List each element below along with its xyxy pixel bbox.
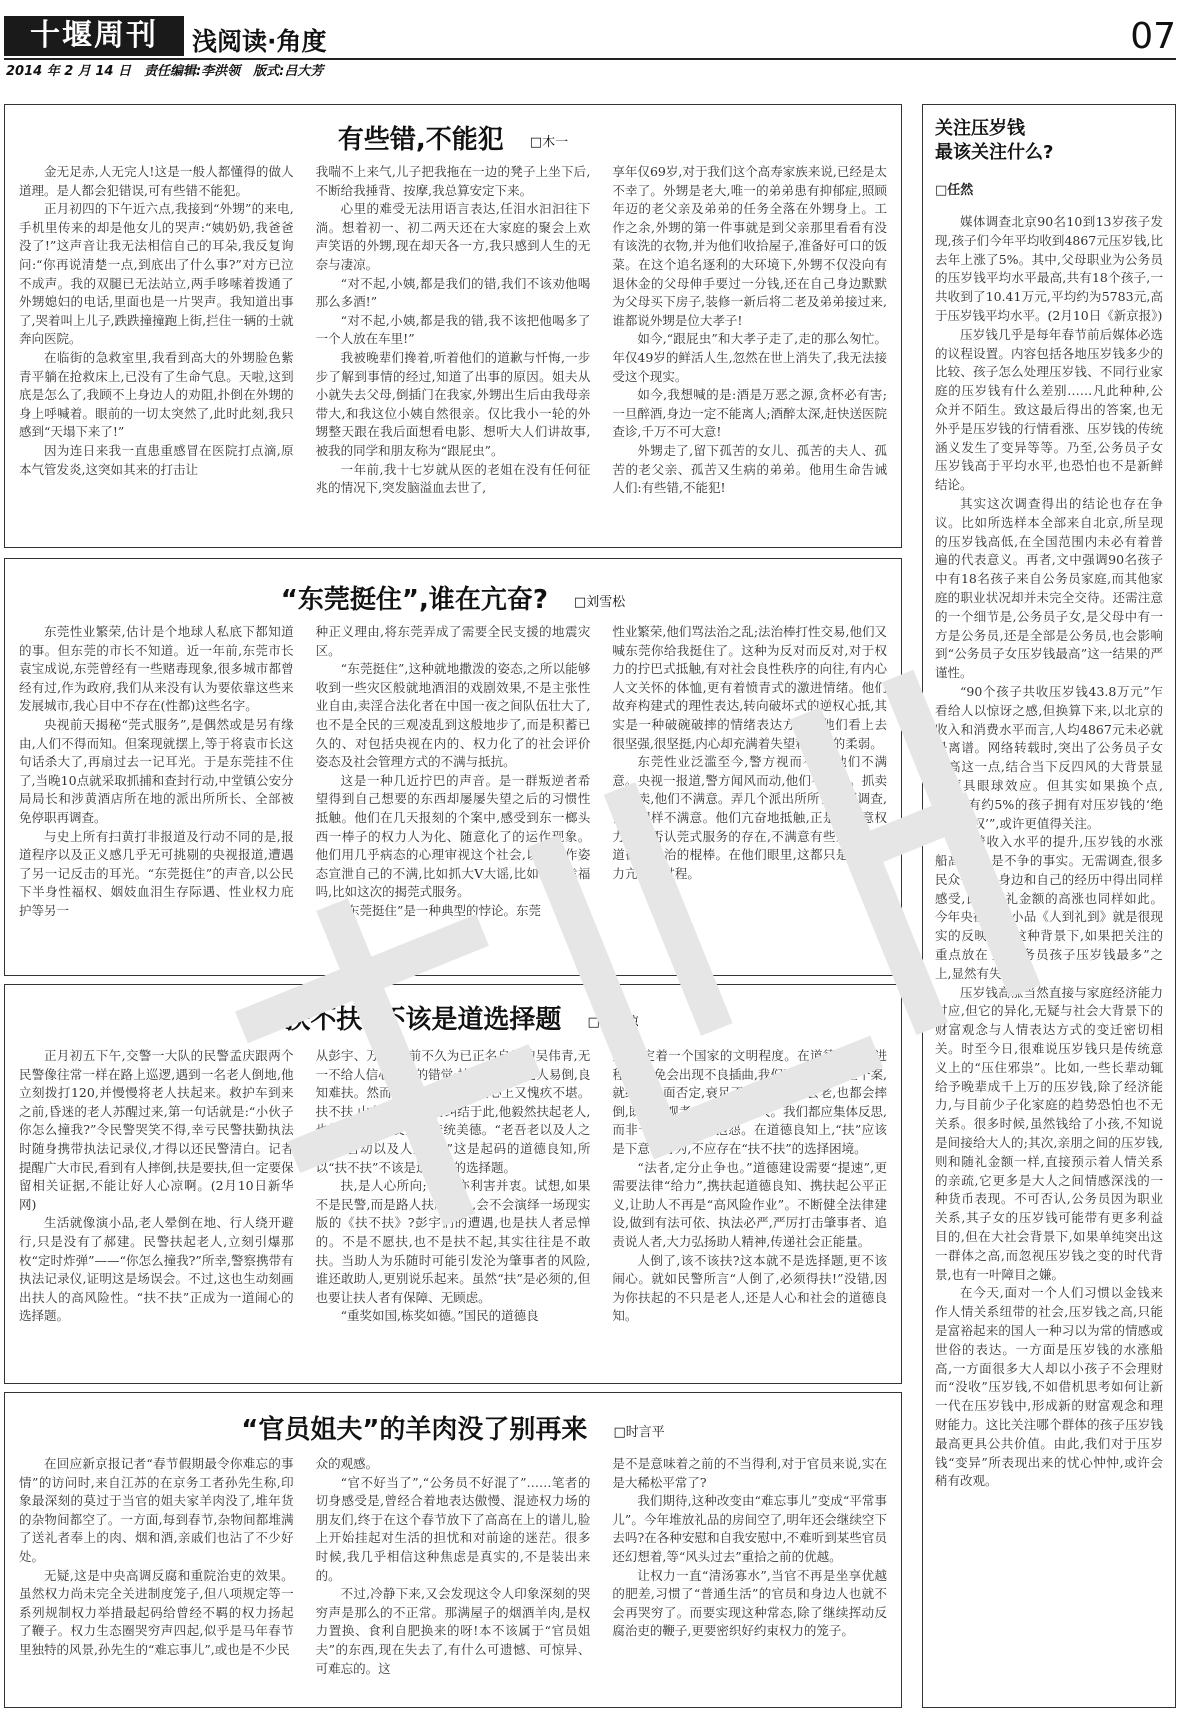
article-column xyxy=(316,1455,591,1701)
article-paragraph: 这是一种几近拧巴的声音。是一群叛逆者希望得到自己想要的东西却屡屡失望之后的习惯性抵触。他们在几天报刻的个案中,感受到东一榔头西一棒子的权力人为化、随意化了的运作现象。他们用几乎病态的心理审视这个社会,以不合作姿态宣泄自己的不满,比如抓大V大谣,比如问你幸福吗,比如这次的揭莞式服务。 xyxy=(315,772,591,900)
article-column xyxy=(19,623,294,967)
page-number: 07 xyxy=(1130,16,1176,57)
article-3-headline xyxy=(5,999,901,1036)
article-4 xyxy=(4,1392,902,1708)
sidebar-paragraph: 压岁钱几乎是每年春节前后媒体必选的议程设置。内容包括各地压岁钱多少的比较、孩子怎么处理压岁钱、不同行业家庭的压岁钱有什么差别……凡此种种,公众并不陌生。致这最后得出的答案,也无外乎是压岁钱的行情看涨、压岁钱的传统涵义发生了变异等等。乃至,公务员子女压岁钱高于平均水平,也恐怕也不是新鲜结论。 xyxy=(935,326,1163,493)
article-paragraph: 性业繁荣,他们骂法治之乱;法治棒打性交易,他们又喊东莞你给我挺住了。这种为反对而反对,对于权力的拧巴式抵触,有对社会良性秩序的向往,有内心人文关怀的体恤,更有着愤青式的激进情绪。他们故弃构建式的理性表达,转向破坏式的逆权心抵,其实是一种破碗破摔的情绪表达方式。他们看上去很坚强,很坚挺,内心却充满着失望和失落的柔弱。 xyxy=(612,624,888,751)
article-paragraph: 正月初五下午,交警一大队的民警孟庆跟两个民警像往常一样在路上巡逻,遇到一名老人倒地,他立刻拨打120,并慢慢将老人扶起来。救护车到来之前,昏迷的老人苏醒过来,第一句话就是:“小伙子你怎么撞我?”令民警哭笑不得,幸亏民警扶勤执法时随身携带执法记录仪,才得以还民警清白。记者提醒广大市民,看到有人摔倒,扶是要扶,但一定要保留相关证据,不能让好人心凉啊。(2月10日新华网) xyxy=(19,1048,294,1212)
article-paragraph: 我被晚辈们搀着,听着他们的道歉与忏悔,一步步了解到事情的经过,知道了出事的原因。姐夫从小就失去父母,倒插门在我家,外甥出生后由我母亲带大,和我这位小姨自然很亲。仅比我小一轮的外甥整天跟在我后面想看电影、想听大人们讲故事,被我的同学和朋友称为“跟屁虫”。 xyxy=(315,349,591,458)
article-2 xyxy=(4,558,902,976)
article-column xyxy=(612,1455,887,1701)
article-column xyxy=(316,623,591,967)
article-3 xyxy=(4,984,902,1384)
article-column xyxy=(19,1047,294,1375)
article-paragraph: 正月初四的下午近六点,我接到“外甥”的来电,手机里传来的却是他女儿的哭声:“姨奶奶,我爸爸没了!”这声音让我无法相信自己的耳朵,我反复询问:“你再说清楚一点,到底出了什么事?”对方已泣不成声。我的双腿已无法站立,两手哆嗦着拨通了外甥媳妇的电话,里面也是一片哭声。我知道出事了,哭着叫上儿子,跌跌撞撞跑上街,拦住一辆的士就奔向医院。 xyxy=(19,201,294,347)
sidebar-title-line: 最该关注什么? xyxy=(935,142,1054,163)
article-paragraph: 与史上所有扫黄打非报道及行动不同的是,报道程序以及正义感几乎无可挑剔的央视报道,遭遇了另一记反击的耳光。“东莞挺住”的声音,以公民下半身性福权、姻妓血泪生存际遇、性业权力庇护等另一 xyxy=(19,828,294,918)
sidebar-article xyxy=(922,104,1176,1708)
article-4-headline xyxy=(5,1409,901,1446)
article-paragraph: 因为连日来我一直患重感冒在医院打点滴,原本气管发炎,这突如其来的打击让 xyxy=(19,442,294,477)
article-paragraph: 让权力一直“清汤寡水”,当官不再是坐享优越的肥差,习惯了“普通生活”的官员和身边人也就不会再哭穷了。而要实现这种常态,除了继续挥动反腐治吏的鞭子,更要密织好约束权力的笼子。 xyxy=(612,1567,888,1639)
article-paragraph: 在回应新京报记者“春节假期最令你难忘的事情”的访问时,来自江苏的在京务工者孙先生称,印象最深刻的莫过于当官的姐夫家羊肉没了,堆年货的杂物间都空了。一方面,每到春节,杂物间都堆满了送礼者奉上的肉、烟和酒,亲戚们也沾了不少好处。 xyxy=(19,1456,294,1564)
article-paragraph: 如今,我想喊的是:酒是万恶之源,贪杯必有害;一旦醉酒,身边一定不能离人;酒醉太深,赶快送医院查诊,千万不可大意! xyxy=(612,387,888,440)
article-paragraph: 一年前,我十七岁就从医的老姐在没有任何征兆的情况下,突发脑溢血去世了, xyxy=(315,461,591,496)
article-paragraph: 如今,“跟屁虫”和大孝子走了,走的那么匆忙。年仅49岁的鲜活人生,忽然在世上消失了,我无法接受这个现实。 xyxy=(612,331,888,384)
sidebar-paragraph: 随着收入水平的提升,压岁钱的水涨船高,早已是不争的事实。无需调查,很多民众也能从身边和自己的经历中得出同样感受,比如随礼金额的高涨也同样如此。今年央视春晚小品《人到礼到》就是很现实的反映。在这种背景下,如果把关注的重点放在了“公务员孩子压岁钱最多”之上,显然有失公允。 xyxy=(935,834,1163,981)
article-paragraph: “东莞挺住”是一种典型的悖论。东莞 xyxy=(340,902,541,918)
article-paragraph: 金无足赤,人无完人!这是一般人都懂得的做人道理。是人都会犯错误,可有些错不能犯。 xyxy=(19,164,294,198)
article-paragraph: “对不起,小姨,都是我的错,我不该把他喝多了一个人放在车里!” xyxy=(315,312,591,347)
article-2-headline xyxy=(5,579,901,616)
article-byline: □诸葛凉 xyxy=(587,1015,639,1030)
article-1-headline xyxy=(5,119,901,156)
issue-meta: 2014 年 2 月 14 日 责任编辑:李洪领 版式:吕大芳 xyxy=(6,64,324,79)
sidebar-byline: □任然 xyxy=(935,183,974,198)
article-paragraph: “东莞挺住”,这种就地撒泼的姿态,之所以能够收到一些灾区般就地酒泪的戏剧效果,不是主张性业自由,卖淫合法化者在中国一夜之间队伍壮大了,也不是全民的三观凌乱到这般地步了,而是积蓄已久的、对包括央视在内的、权力化了的社会评价姿态及社会管理方式的不满与抵抗。 xyxy=(315,661,591,770)
article-byline: □木一 xyxy=(529,135,569,150)
article-column xyxy=(612,163,887,539)
article-byline: □时言平 xyxy=(613,1425,665,1440)
article-title: “官员姐夫”的羊肉没了别再来 xyxy=(241,1415,588,1445)
article-paragraph: 我喘不上来气,儿子把我拖在一边的凳子上坐下后,不断给我捶背、按摩,我总算安定下来。 xyxy=(315,164,591,198)
sidebar-paragraph: 媒体调查北京90名10到13岁孩子发现,孩子们今年平均收到4867元压岁钱,比去年上涨了5%。其中,父母职业为公务员的压岁钱平均水平最高,共有18个孩子,一共收到了10.41万元,平均约为5783元,高于压岁钱平均水平。(2月10日《新京报》) xyxy=(935,214,1163,323)
article-paragraph: 东莞性业泛滥至今,警方视而不见,他们不满意。央视一报道,警方闻风而动,他们不满意。抓卖性妻卖,他们不满意。弄几个派出所所长停职调查,他们同样不满意。他们亢奋地抵触,正是不满意权力曾经否认莞式服务的存在,不满意有些媒体挟着道德与法治的棍棒。在他们眼里,这都只是一个权力亢奋的过程。 xyxy=(612,754,888,881)
sidebar-title-line: 关注压岁钱 xyxy=(935,118,1025,139)
sidebar-paragraph: 其实这次调查得出的结论也存在争议。比如所选样本全部来自北京,所呈现的压岁钱高低,在全国范围内未必有着普遍的代表意义。再者,文中强调90名孩子中有18名孩子来自公务员家庭,而其他家庭的职业状况却并未完全交待。还需注意的一个细节是,公务员子女,是父母中有一方是公务员,还是全部是公务员,也会影响到“公务员子女压岁钱最高”这一结果的严谨性。 xyxy=(935,495,1163,681)
sidebar-paragraph: 在今天,面对一个人们习惯以金钱来作人情关系纽带的社会,压岁钱之高,只能是富裕起来的国人一种习以为常的情感或世俗的表达。一方面是压岁钱的水涨船高,一方面很多大人却以小孩子不会理财而“没收”压岁钱,不如借机思考如何让新一代在压岁钱中,形成新的财富观念和理财能力。这比关注哪个群体的孩子压岁钱最高更具公共价值。由此,我们对于压岁钱“变异”所表现出来的忧心忡忡,或许会稍有改观。 xyxy=(935,1285,1163,1489)
article-paragraph: 心里的难受无法用语言表达,任泪水汩汩往下淌。想着初一、初二两天还在大家庭的聚会上欢声笑语的外甥,现在却天各一方,我只感到人生的无奈与凄凉。 xyxy=(315,201,591,272)
sidebar-paragraph: 压岁钱高涨当然直接与家庭经济能力对应,但它的异化,无疑与社会大背景下的财富观念与人情表达方式的变迁密切相关。时至今日,很难说压岁钱只是传统意义上的“压住邪祟”。比如,一些长辈动辄给予晚辈成千上万的压岁钱,除了经济能力,与目前少子化家庭的趋势恐怕也不无关系。很多时候,虽然钱给了小孩,不知说是间接给大人的;其次,亲朋之间的压岁钱,则和随礼金额一样,直接预示着人情关系的亲疏,它更多是大人之间情感深浅的一种货币表现。不可否认,公务员因为职业关系,其子女的压岁钱可能带有更多利益目的,但在大社会背景下,如果单纯突出这一群体之高,而忽视压岁钱之变的时代背景,也有一叶障目之嫌。 xyxy=(935,984,1163,1282)
article-paragraph: 人倒了,该不该扶?这本就不是选择题,更不该闹心。就如民警所言“人倒了,必须得扶!”没错,因为你扶起的不只是老人,还是人心和社会的道德良知。 xyxy=(612,1252,888,1324)
sidebar-body xyxy=(935,213,1163,1699)
article-paragraph: 在临街的急救室里,我看到高大的外甥脸色紫青平躺在抢救床上,已没有了生命气息。天啦,这到底是怎么了,我顾不上身边人的劝阻,扑倒在外甥的身上呼喊着。眼前的一切太突然了,此时此刻,我只感到“天塌下来了!” xyxy=(19,349,294,440)
sidebar-paragraph: “90个孩子共收压岁钱43.8万元”乍看给人以惊讶之感,但换算下来,以北京的收入和消费水平而言,人均4867元未必就是离谱。网络转载时,突出了公务员子女最高这一点,结合当下反四风的大背景显然更具眼球效应。但其实如果换个点,如“只有约5%的孩子拥有对压岁钱的‘绝对使用权’”,或许更值得关注。 xyxy=(935,683,1163,831)
article-paragraph: 生活就像演小品,老人晕倒在地、行人绕开避行,只是没有了郝建。民警扶起老人,立刻引爆那枚“定时炸弹”——“你怎么撞我?”所幸,警察携带有执法记录仪,证明这是场误会。不过,这也生动刻画出扶人的高风险性。“扶不扶”正成为一道闹心的选择题。 xyxy=(19,1215,294,1324)
masthead-logo: 十堰周刊 xyxy=(4,16,184,56)
article-paragraph: 种正义理由,将东莞弄成了需要全民支援的地震灾区。 xyxy=(315,624,591,658)
article-paragraph: “法者,定分止争也。”道德建设需要“提速”,更需要法律“给力”,携扶起道德良知、携扶起公平正义,让助人不再是“高风险作业”。不断健全法律建设,做到有法可依、执法必严,严厉打击肇事者、追责说人者,大力弘扬助人精神,传递社会正能量。 xyxy=(612,1159,888,1249)
article-column xyxy=(316,163,591,539)
article-title: “扶不扶”不该是道选择题 xyxy=(267,1005,562,1035)
article-title: “东莞挺住”,谁在亢奋? xyxy=(280,585,548,615)
article-1 xyxy=(4,104,902,548)
sidebar-title xyxy=(935,117,1053,165)
article-column xyxy=(19,163,294,539)
article-paragraph: 享年仅69岁,对于我们这个高寿家族来说,已经是太不幸了。外甥是老大,唯一的弟弟患有抑郁症,照顾年迈的老父亲及弟弟的任务全落在外甥身上。工作之余,外甥的第一件事就是到父亲那里看看有没有该洗的衣物,并为他们收拾屋子,准备好可口的饭菜。在这个追名逐利的大环境下,外甥不仅没向有退休金的父母伸手要过一分钱,还在自己身边默默为父母买下房子,装修一新后将二老及弟弟接过来,谁都说外甥是位大孝子! xyxy=(612,164,888,328)
section-title: 浅阅读·角度 xyxy=(192,27,327,56)
article-paragraph: 从彭宇、万鑫,到前不久为已正名自杀的吴伟青,无一不给人信心剥骨的错觉:扶人必被讹,老人易倒,良知难扶。然而,如若不扶,自己良心上又愧疚不堪。扶不扶,山东民警并没有纠结于此,他毅然扶起老人,也扶起了社会良知和传统美德。“老吾老以及人之老,幼吾幼以及人之幼。”这是起码的道德良知,所以“扶不扶”不该是道棘手的选择题。 xyxy=(315,1048,591,1175)
article-paragraph: 东莞性业繁荣,估计是个地球人私底下都知道的事。但东莞的市长不知道。近一年前,东莞市长袁宝成说,东莞曾经有一些赌毒现象,很多城市都曾经有过,作为政府,我们从来没有认为要依靠这些来发展城市,我心目中不存在(性都)这些名字。 xyxy=(19,624,294,714)
article-paragraph: 外甥走了,留下孤苦的女儿、孤苦的夫人、孤苦的老父亲、孤苦又生病的弟弟。他用生命告诫人们:有些错,不能犯! xyxy=(612,442,888,496)
article-paragraph: 众的观感。 xyxy=(315,1456,379,1471)
article-paragraph: 是不是意味着之前的不当得利,对于官员来说,实在是大稀松平常了? xyxy=(612,1456,888,1490)
article-paragraph: 不过,冷静下来,又会发现这令人印象深刻的哭穷声是那么的不正常。那满屋子的烟酒羊肉,是权力置换、食利自肥换来的呀!本不该属于“官员姐夫”的东西,现在失去了,有什么可遗憾、可惊异、可难忘的。这 xyxy=(315,1586,591,1676)
article-column xyxy=(316,1047,591,1375)
article-column xyxy=(19,1455,294,1701)
article-byline: □刘雪松 xyxy=(573,595,626,610)
article-column xyxy=(612,1047,887,1375)
article-title: 有些错,不能犯 xyxy=(337,125,504,155)
article-paragraph: “对不起,小姨,都是我们的错,我们不该劝他喝那么多酒!” xyxy=(315,275,591,310)
article-paragraph: “重奖如国,栋奖如德。”国民的道德良 xyxy=(340,1308,539,1324)
article-paragraph: 央视前天揭秘“莞式服务”,是偶然或是另有缘由,人们不得而知。但案现就摆上,等于将袁市长这句话杀大了,再扇过去一记耳光。于是东莞挂不住了,当晚10点就采取抓捕和查封行动,中堂镇公安分局局长和涉黄酒店所在地的派出所所长、全部被免停职再调查。 xyxy=(19,716,294,825)
article-paragraph: “官不好当了”,“公务员不好混了”……笔者的切身感受是,曾经合着地表达傲慢、混迹权力场的朋友们,终于在这个春节放下了高高在上的谱儿,脸上开始挂起对生活的担忧和对前途的迷茫。很多时候,我几乎相信这种焦虑是真实的,不是装出来的。 xyxy=(315,1474,591,1583)
article-paragraph: 知,决定着一个国家的文明程度。在道德建设的进程中,难免会出现不良插曲,我们不能因为这些个案,就给予全面否定,衰足不前。我们都会老,也都会摔倒,既是围观者,也将是当事人。我们都应集体反思,而非一味地回避、抱怨。在道德良知上,“扶”应该是下意识行为,不应存在“扶不扶”的选择困境。 xyxy=(612,1048,888,1156)
article-paragraph: 无疑,这是中央高调反腐和重院治吏的效果。虽然权力尚未完全关进制度笼子,但八项规定等一系列规制权力举措最起码给曾经不羁的权力扬起了鞭子。权力生态圈哭穷声四起,似乎是马年春节里独特的风景,孙先生的“难忘事儿”,或也是不少民 xyxy=(19,1567,294,1657)
article-paragraph: 我们期待,这种改变由“难忘事儿”变成“平常事儿”。今年堆放礼品的房间空了,明年还会继续空下去吗?在各种安慰和自我安慰中,不难听到某些官员还幻想着,等“风头过去”重拾之前的优越。 xyxy=(612,1493,888,1564)
article-column xyxy=(612,623,887,967)
article-paragraph: 扶,是人心所向;不扶,亦利害并衷。试想,如果不是民警,而是路人扶起老人,会不会演绎一场现实版的《扶不扶》?彭宇们的遭遇,也是扶人者忌惮的。不是不愿扶,也不是扶不起,其实往往是不敢扶。当助人为乐随时可能引发沦为肇事者的风险,谁还敢助人,更别说乐起来。虽然“扶”是必须的,但也要让扶人者有保障、无顾虑。 xyxy=(315,1178,591,1305)
